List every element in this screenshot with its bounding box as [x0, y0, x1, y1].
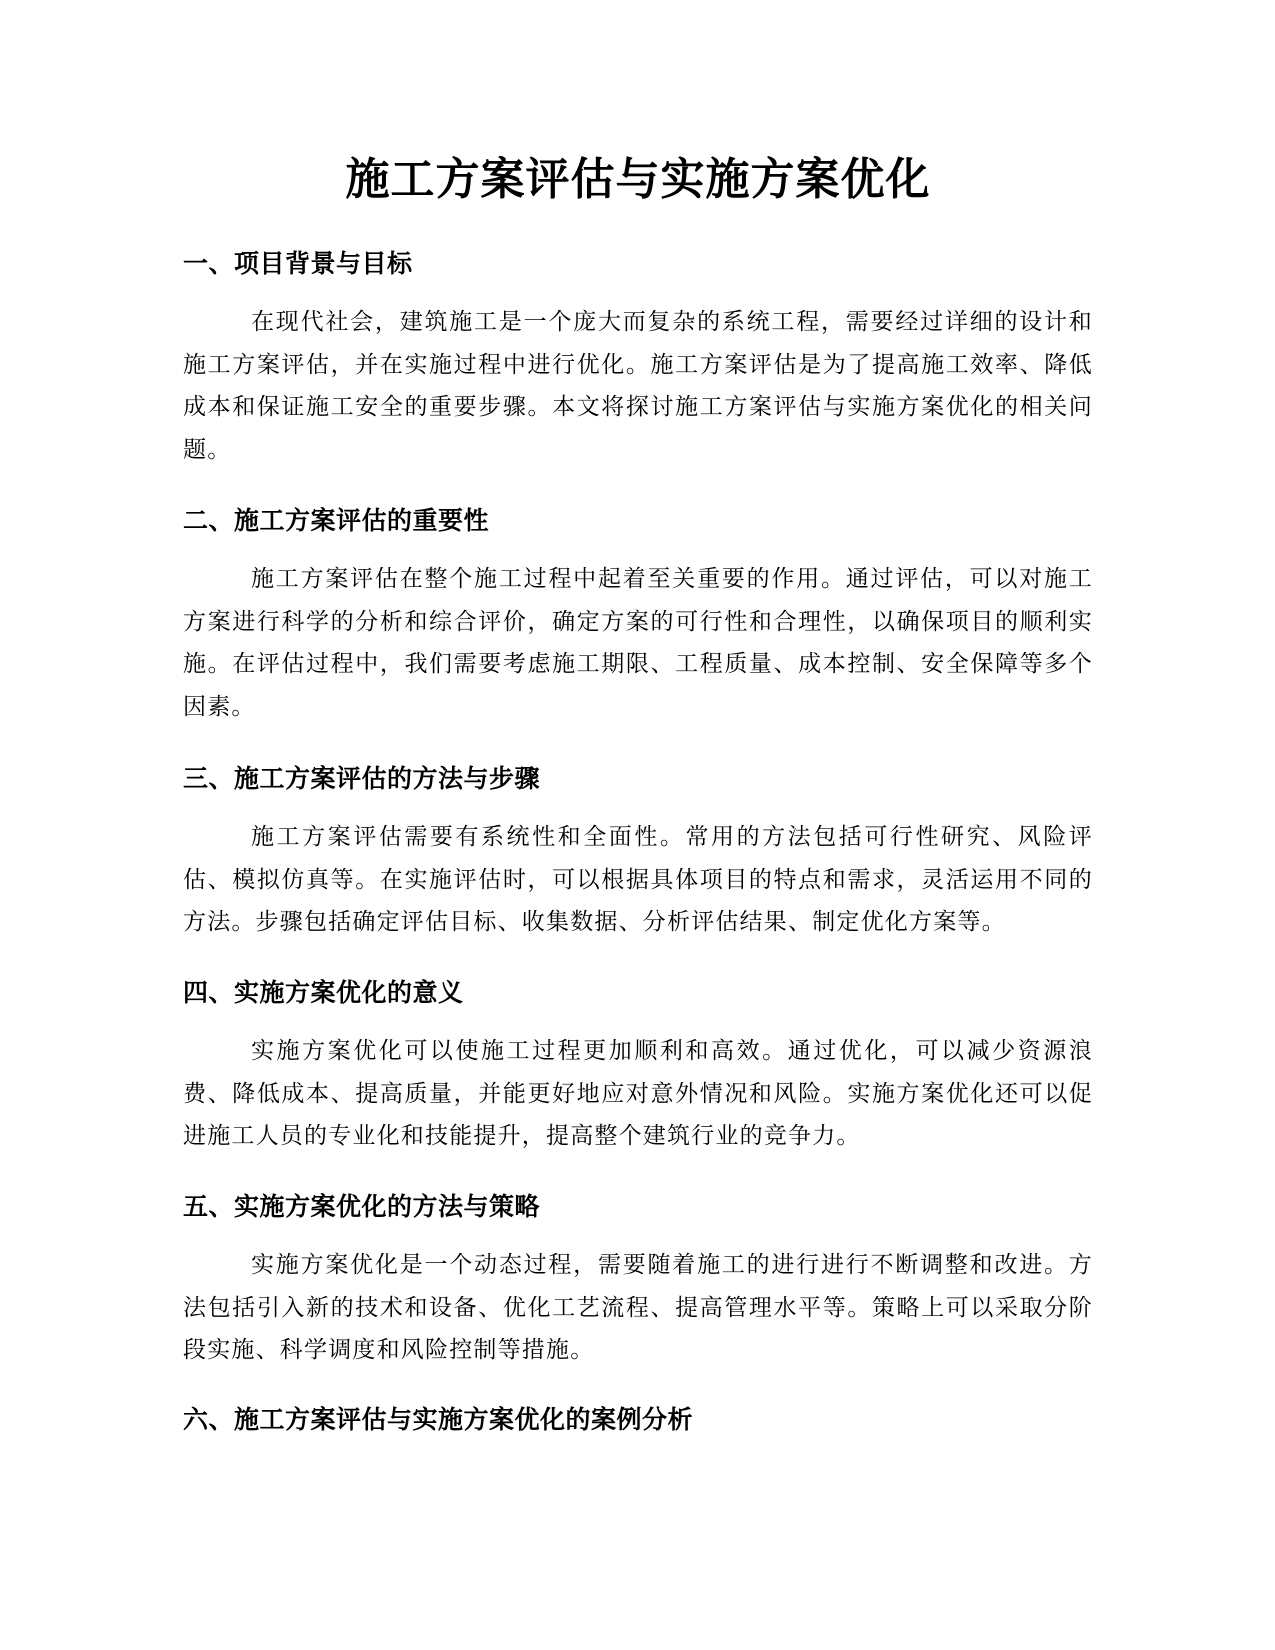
section-paragraph: 施工方案评估在整个施工过程中起着至关重要的作用。通过评估，可以对施工方案进行科学的分析和综合评价，确定方案的可行性和合理性，以确保项目的顺利实施。在评估过程中，我们需要考虑施工期限、工程质量、成本控制、安全保障等多个因素。 — [183, 566, 1093, 720]
document-page — [183, 0, 1093, 1650]
section-heading: 一、项目背景与目标 — [183, 249, 413, 278]
section-optimization-methods — [183, 1190, 1093, 1372]
section-paragraph: 施工方案评估需要有系统性和全面性。常用的方法包括可行性研究、风险评估、模拟仿真等。在实施评估时，可以根据具体项目的特点和需求，灵活运用不同的方法。步骤包括确定评估目标、收集数据、分析评估结果、制定优化方案等。 — [183, 824, 1093, 935]
section-case-analysis — [183, 1403, 1093, 1437]
section-heading: 三、施工方案评估的方法与步骤 — [183, 764, 541, 793]
section-heading: 二、施工方案评估的重要性 — [183, 506, 490, 535]
section-evaluation-methods — [183, 762, 1093, 944]
section-optimization-significance — [183, 976, 1093, 1158]
section-paragraph: 在现代社会，建筑施工是一个庞大而复杂的系统工程，需要经过详细的设计和施工方案评估，并在实施过程中进行优化。施工方案评估是为了提高施工效率、降低成本和保证施工安全的重要步骤。本文将探讨施工方案评估与实施方案优化的相关问题。 — [183, 309, 1093, 463]
document-title: 施工方案评估与实施方案优化 — [345, 154, 931, 205]
section-paragraph: 实施方案优化可以使施工过程更加顺利和高效。通过优化，可以减少资源浪费、降低成本、提高质量，并能更好地应对意外情况和风险。实施方案优化还可以促进施工人员的专业化和技能提升，提高整个建筑行业的竞争力。 — [183, 1038, 1093, 1149]
section-paragraph: 实施方案优化是一个动态过程，需要随着施工的进行进行不断调整和改进。方法包括引入新的技术和设备、优化工艺流程、提高管理水平等。策略上可以采取分阶段实施、科学调度和风险控制等措施。 — [183, 1252, 1093, 1363]
section-project-background — [183, 247, 1093, 471]
section-heading: 五、实施方案优化的方法与策略 — [183, 1192, 541, 1221]
section-heading: 六、施工方案评估与实施方案优化的案例分析 — [183, 1405, 694, 1434]
section-evaluation-importance — [183, 504, 1093, 728]
section-heading: 四、实施方案优化的意义 — [183, 978, 464, 1007]
